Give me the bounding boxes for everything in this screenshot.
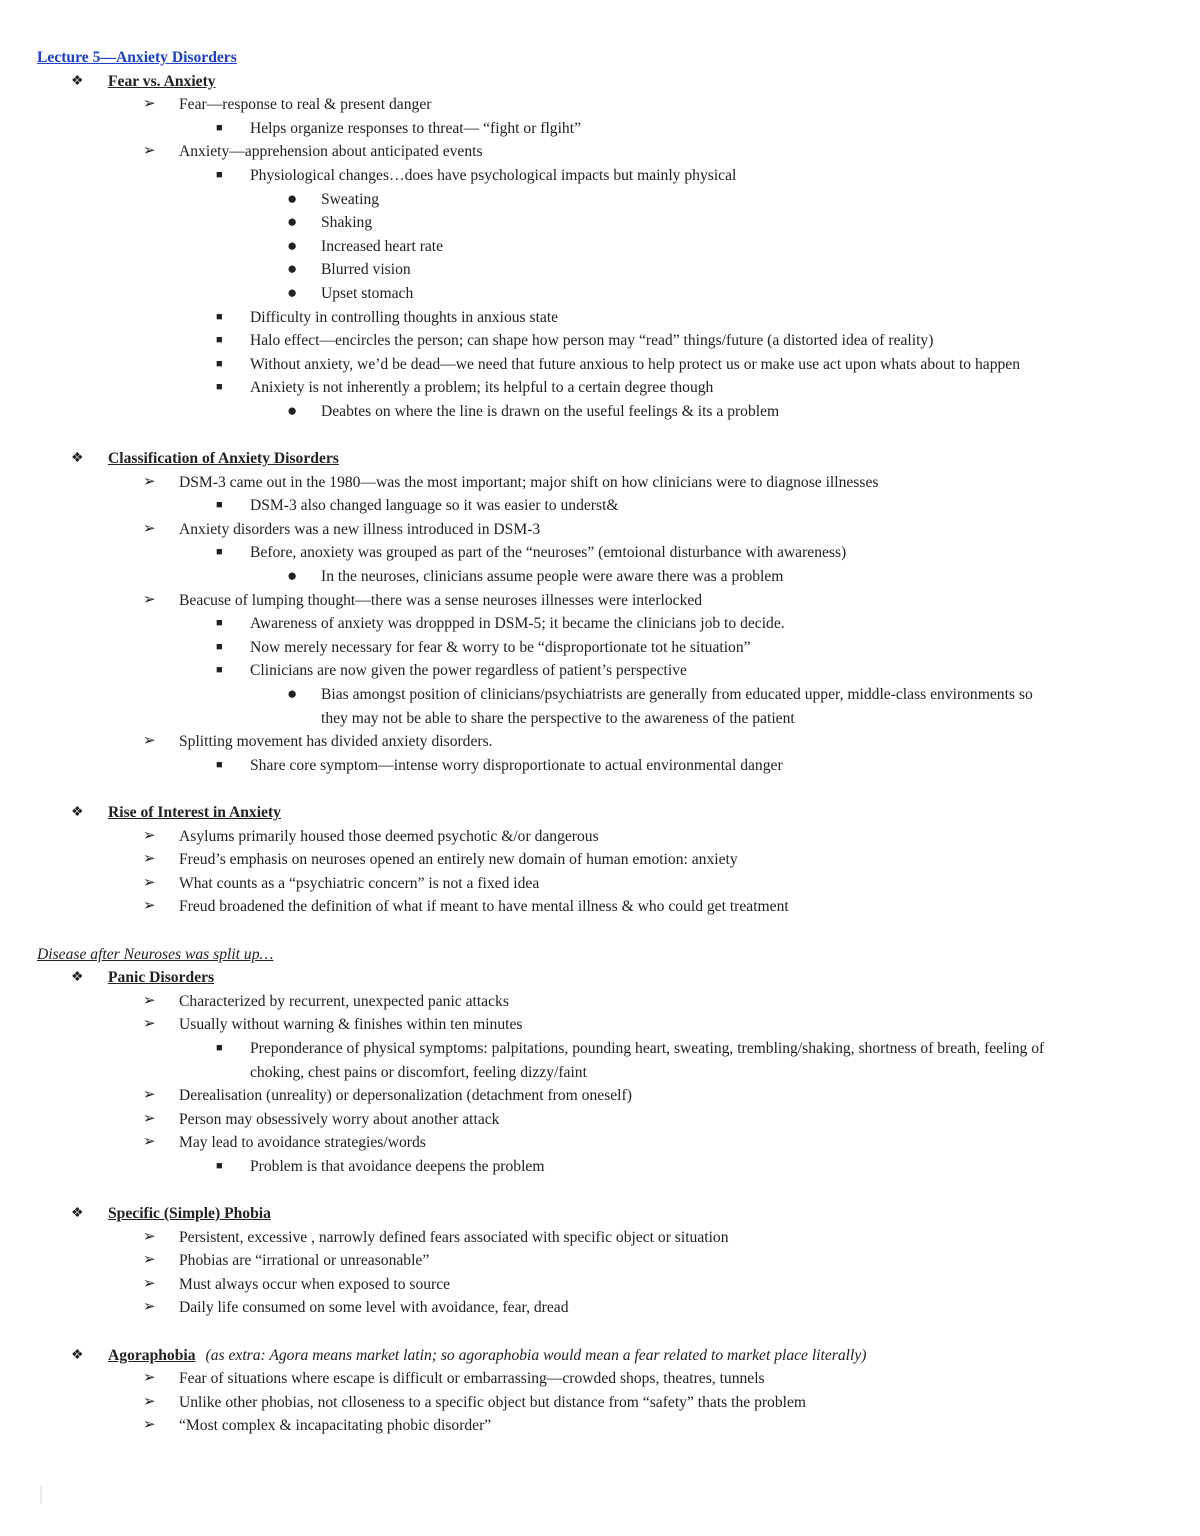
arrow-bullet-icon: ➢ <box>143 827 156 844</box>
list-item: ● Sweating <box>287 188 380 208</box>
dot-bullet-icon: ● <box>287 259 298 279</box>
arrow-bullet-icon: ➢ <box>143 96 156 113</box>
square-bullet-icon: ■ <box>216 121 223 134</box>
arrow-bullet-icon: ➢ <box>143 1417 156 1434</box>
square-bullet-icon: ■ <box>216 640 223 653</box>
list-item: ➢ Person may obsessively worry about another attack <box>0 1108 1200 1132</box>
list-item: ● In the neuroses, clinicians assume people were aware there was a problem <box>287 566 784 586</box>
list-item: ➢ Anxiety disorders was a new illness introduced in DSM-3 <box>0 518 1200 542</box>
list-item: ➢ Characterized by recurrent, unexpected panic attacks <box>0 990 1200 1014</box>
diamond-bullet-icon: ❖ <box>71 451 84 467</box>
spacer <box>0 777 1200 801</box>
square-bullet-icon: ■ <box>216 310 223 323</box>
list-item: ➢ Asylums primarily housed those deemed psychotic &/or dangerous <box>0 825 1200 849</box>
list-item: ➢ Freud broadened the definition of what if meant to have mental illness & who could get treatment <box>0 895 1200 919</box>
square-bullet-icon: ■ <box>216 617 223 630</box>
spacer <box>0 919 1200 943</box>
section-heading: ❖ Panic Disorders <box>0 966 1200 990</box>
list-item: ■ Clinicians are now given the power regardless of patient’s perspective <box>0 659 1200 683</box>
spacer <box>0 1179 1200 1203</box>
list-item: ➢ Usually without warning & finishes within ten minutes <box>0 1013 1200 1037</box>
square-bullet-icon: ■ <box>216 664 223 677</box>
spacer <box>0 1320 1200 1344</box>
list-item: ➢ What counts as a “psychiatric concern” is not a fixed idea <box>0 872 1200 896</box>
section-heading: ❖ Fear vs. Anxiety <box>0 70 1200 94</box>
dot-bullet-icon: ● <box>287 235 298 255</box>
arrow-bullet-icon: ➢ <box>143 733 156 750</box>
arrow-bullet-icon: ➢ <box>143 1299 156 1316</box>
square-bullet-icon: ■ <box>216 168 223 181</box>
list-item: ■ Before, anoxiety was grouped as part of the “neuroses” (emtoional disturbance with awareness) <box>0 541 1200 565</box>
list-item: ➢ DSM-3 came out in the 1980—was the most important; major shift on how clinicians were to diagnose illnesses <box>0 471 1200 495</box>
list-item: ● Upset stomach <box>287 282 414 302</box>
arrow-bullet-icon: ➢ <box>143 1087 156 1104</box>
list-item: ■ Anixiety is not inherently a problem; its helpful to a certain degree though <box>0 376 1200 400</box>
list-item: ■ DSM-3 also changed language so it was easier to underst& <box>0 494 1200 518</box>
list-item: ➢ Must always occur when exposed to source <box>0 1273 1200 1297</box>
dot-bullet-icon: ● <box>287 400 298 420</box>
list-item: ● Shaking <box>287 212 373 232</box>
arrow-bullet-icon: ➢ <box>143 1275 156 1292</box>
arrow-bullet-icon: ➢ <box>143 1252 156 1269</box>
square-bullet-icon: ■ <box>216 381 223 394</box>
section-heading: ❖ Rise of Interest in Anxiety <box>0 801 1200 825</box>
heading-note: (as extra: Agora means market latin; so agoraphobia would mean a fear related to market place literally) <box>205 1346 867 1364</box>
diamond-bullet-icon: ❖ <box>71 970 84 986</box>
list-item: ➢ Persistent, excessive , narrowly defined fears associated with specific object or situation <box>0 1226 1200 1250</box>
square-bullet-icon: ■ <box>216 334 223 347</box>
list-item: ➢ Anxiety—apprehension about anticipated events <box>0 140 1200 164</box>
list-item: ➢ Fear—response to real & present danger <box>0 93 1200 117</box>
arrow-bullet-icon: ➢ <box>143 898 156 915</box>
arrow-bullet-icon: ➢ <box>143 992 156 1009</box>
list-item: ➢ Splitting movement has divided anxiety disorders. <box>0 730 1200 754</box>
list-item: ● Deabtes on where the line is drawn on the useful feelings & its a problem <box>287 400 780 420</box>
list-item-continuation: they may not be able to share the perspective to the awareness of the patient <box>321 709 795 727</box>
list-item: ■ Without anxiety, we’d be dead—we need that future anxious to help protect us or make use act upon whats about to happen <box>0 353 1200 377</box>
arrow-bullet-icon: ➢ <box>143 1370 156 1387</box>
arrow-bullet-icon: ➢ <box>143 143 156 160</box>
spacer <box>0 424 1200 448</box>
lecture-title[interactable]: Lecture 5—Anxiety Disorders <box>37 49 237 66</box>
arrow-bullet-icon: ➢ <box>143 473 156 490</box>
subsection-title: Disease after Neuroses was split up… <box>37 945 274 963</box>
dot-bullet-icon: ● <box>287 282 298 302</box>
arrow-bullet-icon: ➢ <box>143 520 156 537</box>
section-heading: ❖ Classification of Anxiety Disorders <box>0 447 1200 471</box>
square-bullet-icon: ■ <box>216 1159 223 1172</box>
list-item: ■ Problem is that avoidance deepens the problem <box>0 1155 1200 1179</box>
square-bullet-icon: ■ <box>216 758 223 771</box>
dot-bullet-icon: ● <box>287 212 298 232</box>
list-item: ➢ “Most complex & incapacitating phobic disorder” <box>0 1414 1200 1438</box>
section-heading: ❖ Specific (Simple) Phobia <box>0 1202 1200 1226</box>
list-item: ■ Awareness of anxiety was droppped in DSM-5; it became the clinicians job to decide. <box>0 612 1200 636</box>
arrow-bullet-icon: ➢ <box>143 591 156 608</box>
list-item: ■ Difficulty in controlling thoughts in anxious state <box>0 306 1200 330</box>
list-item: ➢ May lead to avoidance strategies/words <box>0 1131 1200 1155</box>
list-item: ➢ Daily life consumed on some level with avoidance, fear, dread <box>0 1296 1200 1320</box>
list-item: ● Bias amongst position of clinicians/psychiatrists are generally from educated upper, middle-class environments so <box>287 684 1033 704</box>
diamond-bullet-icon: ❖ <box>71 73 84 89</box>
list-item: ➢ Beacuse of lumping thought—there was a sense neuroses illnesses were interlocked <box>0 589 1200 613</box>
list-item: ➢ Fear of situations where escape is difficult or embarrassing—crowded shops, theatres, tunnels <box>0 1367 1200 1391</box>
list-item: ■ Halo effect—encircles the person; can shape how person may “read” things/future (a distorted idea of reality) <box>0 329 1200 353</box>
list-item: ➢ Unlike other phobias, not clloseness to a specific object but distance from “safety” thats the problem <box>0 1391 1200 1415</box>
section-heading: ❖ Agoraphobia (as extra: Agora means market latin; so agoraphobia would mean a fear related to market place literally) <box>0 1344 1200 1368</box>
arrow-bullet-icon: ➢ <box>143 1016 156 1033</box>
dot-bullet-icon: ● <box>287 566 298 586</box>
page-edge-mark <box>40 1486 42 1504</box>
square-bullet-icon: ■ <box>216 1041 223 1054</box>
notes-body <box>0 46 1200 1438</box>
arrow-bullet-icon: ➢ <box>143 1228 156 1245</box>
list-item: ➢ Derealisation (unreality) or depersonalization (detachment from oneself) <box>0 1084 1200 1108</box>
list-item-continuation: choking, chest pains or discomfort, feeling dizzy/faint <box>250 1063 587 1081</box>
diamond-bullet-icon: ❖ <box>71 1347 84 1363</box>
dot-bullet-icon: ● <box>287 684 298 704</box>
square-bullet-icon: ■ <box>216 499 223 512</box>
diamond-bullet-icon: ❖ <box>71 1206 84 1222</box>
list-item: ■ Share core symptom—intense worry disproportionate to actual environmental danger <box>0 754 1200 778</box>
arrow-bullet-icon: ➢ <box>143 851 156 868</box>
arrow-bullet-icon: ➢ <box>143 1393 156 1410</box>
arrow-bullet-icon: ➢ <box>143 874 156 891</box>
list-item: ■ Physiological changes…does have psychological impacts but mainly physical <box>0 164 1200 188</box>
square-bullet-icon: ■ <box>216 546 223 559</box>
list-item: ● Blurred vision <box>287 259 411 279</box>
list-item: ➢ Phobias are “irrational or unreasonable” <box>0 1249 1200 1273</box>
arrow-bullet-icon: ➢ <box>143 1110 156 1127</box>
list-item: ● Increased heart rate <box>287 235 444 255</box>
arrow-bullet-icon: ➢ <box>143 1134 156 1151</box>
dot-bullet-icon: ● <box>287 188 298 208</box>
list-item: ■ Helps organize responses to threat— “fight or flgiht” <box>0 117 1200 141</box>
list-item: ■ Preponderance of physical symptoms: palpitations, pounding heart, sweating, trembling/shaking, shortness of breath, feeling of <box>0 1037 1200 1061</box>
list-item: ➢ Freud’s emphasis on neuroses opened an entirely new domain of human emotion: anxiety <box>0 848 1200 872</box>
diamond-bullet-icon: ❖ <box>71 805 84 820</box>
square-bullet-icon: ■ <box>216 357 223 370</box>
list-item: ■ Now merely necessary for fear & worry to be “disproportionate tot he situation” <box>0 636 1200 660</box>
